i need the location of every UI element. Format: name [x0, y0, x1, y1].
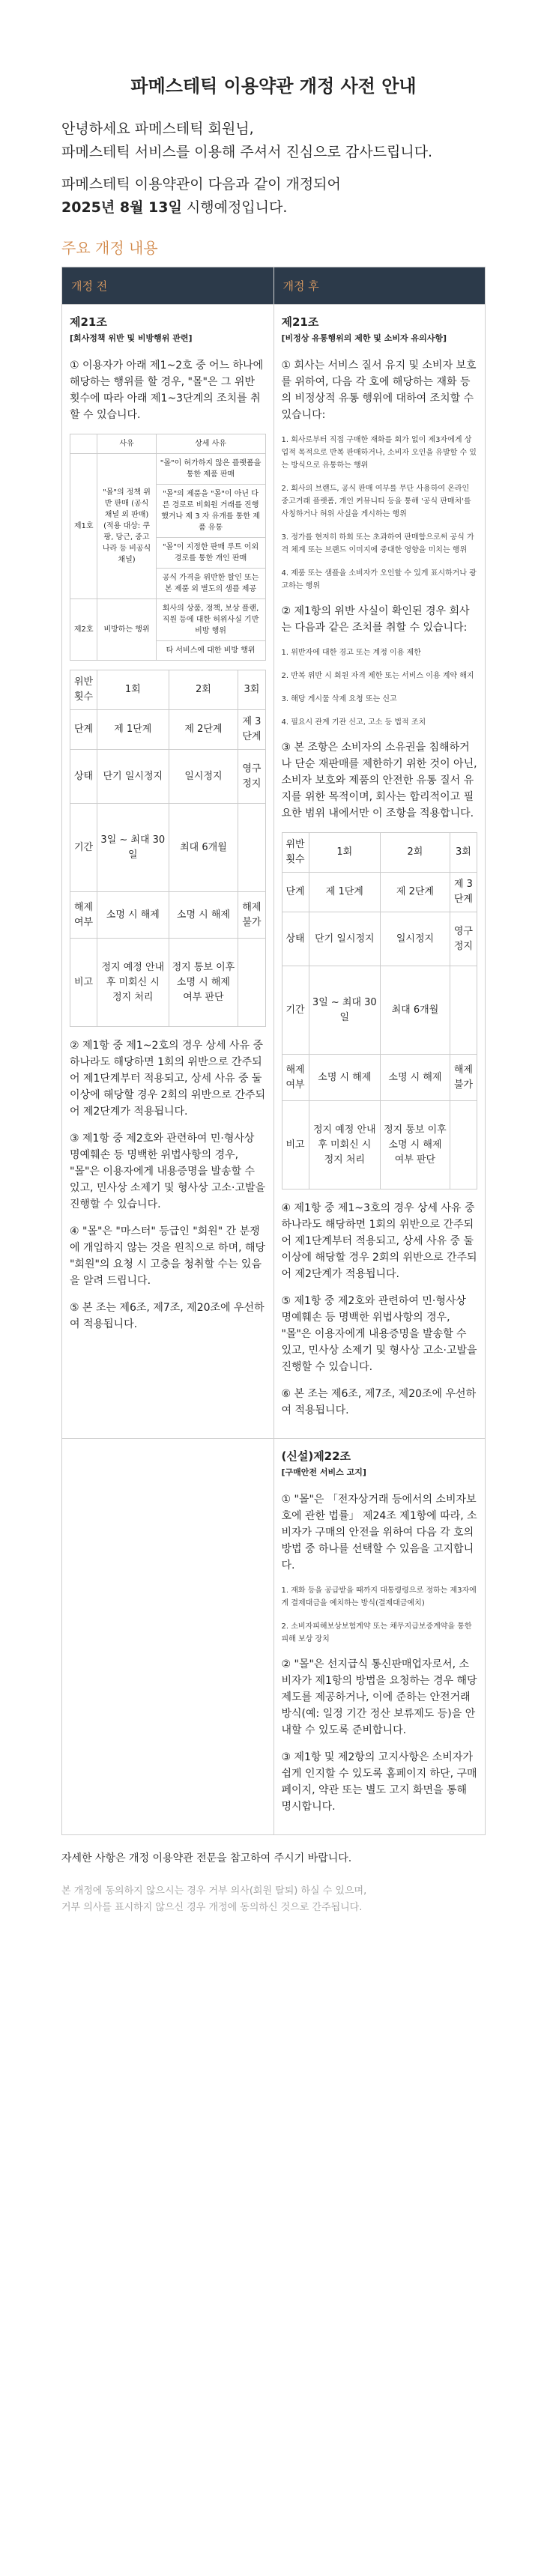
- before-article-number: 제21조: [70, 315, 107, 329]
- reason-head-blank: [70, 434, 97, 454]
- after-item: 2. 회사의 브랜드, 공식 판매 여부를 무단 사용하여 온라인 중고거래 플랫폼, 개인 커뮤니티 등을 통해 '공식 판매처'를 사칭하거나 허위 사실을 게시하는 행위: [281, 485, 471, 518]
- before-column: [62, 305, 274, 1439]
- penalty-cell: 제 3단계: [238, 710, 265, 750]
- rule-2-reason: 비방하는 행위: [97, 599, 156, 661]
- penalty-cell: 일시정지: [169, 750, 238, 804]
- penalty-label: 해제 여부: [282, 1055, 309, 1101]
- penalty-cell: 제 1단계: [309, 873, 380, 912]
- footer-line-2: 본 개정에 동의하지 않으시는 경우 거부 의사(회원 탈퇴) 하실 수 있으며,: [61, 1885, 367, 1897]
- penalty-cell: 제 3단계: [450, 873, 477, 912]
- penalty-cell: 소명 시 해제: [169, 892, 238, 939]
- after-p1: ① 회사는 서비스 질서 유지 및 소비자 보호를 위하여, 다음 각 호에 해당하는 재화 등의 비정상적 유통 행위에 대하여 조치할 수 있습니다:: [281, 360, 477, 421]
- before-p2: ② 제1항 중 제1~2호의 경우 상세 사유 중 하나라도 해당하면 1회의 위반으로 간주되어 제1단계부터 적용되고, 상세 사유 중 둘 이상에 해당할 경우 2회의 위반으로 간주되어 제2단계가 적용됩니다.: [70, 1040, 266, 1118]
- penalty-cell: 소명 시 해제: [309, 1055, 380, 1101]
- after-measure: 2. 반복 위반 시 회원 자격 제한 또는 서비스 이용 계약 해지: [281, 672, 474, 680]
- after-item: 4. 제품 또는 샘플을 소비자가 오인할 수 있게 표시하거나 광고하는 행위: [281, 569, 477, 590]
- rule-1-detail: 공식 가격을 위반한 할인 또는 본 제품 외 별도의 샘플 제공: [156, 569, 265, 599]
- penalty-head: 2회: [381, 833, 450, 873]
- penalty-label: 단계: [282, 873, 309, 912]
- before-article: [70, 314, 266, 347]
- penalty-cell: [450, 966, 477, 1055]
- rule-1-detail: "몰"이 지정한 판매 루트 이외 경로를 통한 개인 판매: [156, 538, 265, 569]
- after-measure: 1. 위반자에 대한 경고 또는 계정 이용 제한: [281, 649, 421, 657]
- penalty-head: 3회: [450, 833, 477, 873]
- rule-1-detail: "몰"이 허가하지 않은 플랫폼을 통한 제품 판매: [156, 454, 265, 485]
- article-22: [282, 1448, 478, 1481]
- after-measure: 4. 필요시 관계 기관 신고, 고소 등 법적 조치: [281, 718, 426, 727]
- footer-disclaimer: [0, 1868, 547, 1916]
- penalty-cell: 정지 예정 안내 후 미회신 시 정지 처리: [309, 1101, 380, 1189]
- before-article-subtitle: [회사정책 위반 및 비방행위 관련]: [70, 333, 193, 343]
- before-p3: ③ 제1항 중 제2호와 관련하여 민·형사상 명예훼손 등 명백한 위법사항의 경우, "몰"은 이용자에게 내용증명을 발송할 수 있고, 민사상 소제기 및 형사상 고소·고발을 진행할 수 있습니다.: [70, 1133, 266, 1210]
- penalty-head: 2회: [169, 670, 238, 710]
- penalty-table-after: [282, 832, 478, 1189]
- penalty-cell: 최대 6개월: [169, 804, 238, 892]
- detail-head: 상세 사유: [156, 434, 265, 454]
- article-22-item: 1. 재화 등을 공급받을 때까지 대통령령으로 정하는 제3자에게 결제대금을 예치하는 방식(결제대금예치): [281, 1586, 477, 1607]
- after-item: 3. 정가를 현저히 하회 또는 초과하여 판매함으로써 공식 가격 체계 또는 브랜드 이미지에 중대한 영향을 미치는 행위: [281, 533, 474, 554]
- rule-1-number: 제1호: [70, 454, 97, 599]
- after-p2: ② 제1항의 위반 사실이 확인된 경우 회사는 다음과 같은 조치를 취할 수 있습니다:: [281, 605, 470, 634]
- penalty-label: 단계: [70, 710, 97, 750]
- article-22-cell: [274, 1439, 486, 1835]
- penalty-cell: 정지 통보 이후 소명 시 해제 여부 판단: [169, 939, 238, 1027]
- penalty-head: 위반횟수: [70, 670, 97, 710]
- penalty-label: 상태: [282, 912, 309, 966]
- before-p5: ⑤ 본 조는 제6조, 제7조, 제20조에 우선하여 적용됩니다.: [70, 1302, 265, 1330]
- footer-line-3: 거부 의사를 표시하지 않으신 경우 개정에 동의하신 것으로 간주됩니다.: [61, 1902, 363, 1913]
- greeting-notice: [61, 173, 486, 219]
- rule-2-detail: 타 서비스에 대한 비방 행위: [156, 641, 265, 661]
- greeting-line-1: 안녕하세요 파메스테틱 회원님,: [61, 121, 254, 137]
- penalty-head: 3회: [238, 670, 265, 710]
- comparison-table: [61, 267, 486, 1835]
- penalty-head: 위반횟수: [282, 833, 309, 873]
- violation-reason-table: [70, 434, 266, 661]
- penalty-cell: 제 1단계: [97, 710, 169, 750]
- after-article-subtitle: [비정상 유통행위의 제한 및 소비자 유의사항]: [281, 333, 447, 343]
- penalty-cell: [238, 804, 265, 892]
- rule-2-number: 제2호: [70, 599, 97, 661]
- after-article: [282, 314, 478, 347]
- page-title: 파메스테틱 이용약관 개정 사전 안내: [130, 76, 417, 97]
- penalty-cell: 단기 일시정지: [97, 750, 169, 804]
- section-title: 주요 개정 내용: [61, 239, 158, 257]
- footer-note: 자세한 사항은 개정 이용약관 전문을 참고하여 주시기 바랍니다.: [61, 1852, 352, 1864]
- before-p4: ④ "몰"은 "마스터" 등급인 "회원" 간 분쟁에 개입하지 않는 것을 원칙으로 하며, 해당 "회원"의 요청 시 고충을 청취할 수는 있음을 알려 드립니다.: [70, 1225, 266, 1287]
- penalty-cell: 소명 시 해제: [381, 1055, 450, 1101]
- penalty-cell: 해제 불가: [238, 892, 265, 939]
- penalty-cell: 소명 시 해제: [97, 892, 169, 939]
- article-22-q2: ② "몰"은 선지급식 통신판매업자로서, 소비자가 제1항의 방법을 요청하는 경우 해당 제도를 제공하거나, 이에 준하는 안전거래방식(예: 일정 기간 정산 보류제도 등)을 안내할 수 있도록 준비합니다.: [281, 1658, 477, 1736]
- after-measure: 3. 해당 게시물 삭제 요청 또는 신고: [281, 695, 397, 703]
- greeting-line-3: 파메스테틱 이용약관이 다음과 같이 개정되어: [61, 176, 341, 193]
- penalty-cell: 영구정지: [238, 750, 265, 804]
- rule-2-detail: 회사의 상품, 정책, 보상 플랜, 직원 등에 대한 허위사실 기반 비방 행위: [156, 599, 265, 641]
- after-article-number: 제21조: [281, 315, 319, 329]
- article-22-q3: ③ 제1항 및 제2항의 고지사항은 소비자가 쉽게 인지할 수 있도록 홈페이지 하단, 구매페이지, 약관 또는 별도 고지 화면을 통해 명시합니다.: [281, 1751, 477, 1813]
- before-header: 개정 전: [62, 267, 274, 305]
- article-22-subtitle: [구매안전 서비스 고지]: [281, 1467, 366, 1477]
- penalty-head: 1회: [97, 670, 169, 710]
- penalty-cell: 영구정지: [450, 912, 477, 966]
- penalty-cell: [238, 939, 265, 1027]
- penalty-label: 비고: [70, 939, 97, 1027]
- greeting-line-4: 시행예정입니다.: [181, 199, 288, 216]
- after-p6: ⑥ 본 조는 제6조, 제7조, 제20조에 우선하여 적용됩니다.: [281, 1388, 477, 1416]
- penalty-cell: 해제 불가: [450, 1055, 477, 1101]
- before-p1: ① 이용자가 아래 제1~2호 중 어느 하나에 해당하는 행위를 할 경우, "몰"은 그 위반 횟수에 따라 아래 제1~3단계의 조치를 취할 수 있습니다.: [70, 360, 264, 421]
- penalty-cell: [450, 1101, 477, 1189]
- greeting-line-2: 파메스테틱 서비스를 이용해 주셔서 진심으로 감사드립니다.: [61, 144, 433, 160]
- after-p4: ④ 제1항 중 제1~3호의 경우 상세 사유 중 하나라도 해당하면 1회의 위반으로 간주되어 제1단계부터 적용되고, 상세 사유 중 둘 이상에 해당할 경우 2회의 위반으로 간주되어 제2단계가 적용됩니다.: [281, 1202, 477, 1280]
- penalty-cell: 최대 6개월: [381, 966, 450, 1055]
- penalty-cell: 3일 ~ 최대 30일: [97, 804, 169, 892]
- penalty-cell: 정지 예정 안내 후 미회신 시 정지 처리: [97, 939, 169, 1027]
- penalty-label: 기간: [70, 804, 97, 892]
- penalty-label: 해제 여부: [70, 892, 97, 939]
- penalty-label: 비고: [282, 1101, 309, 1189]
- after-header: 개정 후: [274, 267, 486, 305]
- reason-head: 사유: [97, 434, 156, 454]
- penalty-cell: 3일 ~ 최대 30일: [309, 966, 380, 1055]
- bottom-spacer: [0, 1916, 547, 2201]
- before-empty-cell: [62, 1439, 274, 1835]
- rule-1-reason: "몰"의 정책 위반 판매 (공식 채널 외 판매) (적용 대상: 쿠팡, 당근, 중고나라 등 비공식 채널): [97, 454, 156, 599]
- greeting-line: [61, 118, 486, 164]
- penalty-cell: 제 2단계: [169, 710, 238, 750]
- article-22-q1: ① "몰"은 「전자상거래 등에서의 소비자보호에 관한 법률」 제24조 제1항에 따라, 소비자가 구매의 안전을 위하여 다음 각 호의 방법 중 하나를 선택할 수 있음을 고지합니다.: [281, 1494, 477, 1572]
- after-item: 1. 회사로부터 직접 구매한 재화를 회가 없이 제3자에게 상업적 목적으로 반복 판매하거나, 소비자 오인을 유발할 수 있는 방식으로 유통하는 행위: [281, 436, 477, 470]
- effective-date: 2025년 8월 13일: [61, 199, 182, 216]
- after-p3: ③ 본 조항은 소비자의 소유권을 침해하거나 단순 재판매를 제한하기 위한 것이 아닌, 소비자 보호와 제품의 안전한 유통 질서 유지를 위한 목적이며, 회사는 합리적이고 필요한 범위 내에서만 이 조항을 적용합니다.: [281, 742, 477, 819]
- after-column: [274, 305, 486, 1439]
- penalty-cell: 정지 통보 이후 소명 시 해제 여부 판단: [381, 1101, 450, 1189]
- rule-1-detail: "몰"의 제품을 "몰"이 아닌 다른 경로로 비회원 거래를 진행했거나 제 3 자 유개를 통한 제품 유통: [156, 485, 265, 538]
- penalty-cell: 제 2단계: [381, 873, 450, 912]
- penalty-label: 상태: [70, 750, 97, 804]
- penalty-cell: 일시정지: [381, 912, 450, 966]
- penalty-label: 기간: [282, 966, 309, 1055]
- penalty-cell: 단기 일시정지: [309, 912, 380, 966]
- penalty-head: 1회: [309, 833, 380, 873]
- article-22-item: 2. 소비자피해보상보험계약 또는 채무지급보증계약을 통한 피해 보상 장치: [281, 1622, 472, 1643]
- penalty-table-before: [70, 670, 266, 1027]
- after-p5: ⑤ 제1항 중 제2호와 관련하여 민·형사상 명예훼손 등 명백한 위법사항의 경우, "몰"은 이용자에게 내용증명을 발송할 수 있고, 민사상 소제기 및 형사상 고소·고발을 진행할 수 있습니다.: [281, 1295, 477, 1373]
- article-22-number: (신설)제22조: [281, 1449, 351, 1463]
